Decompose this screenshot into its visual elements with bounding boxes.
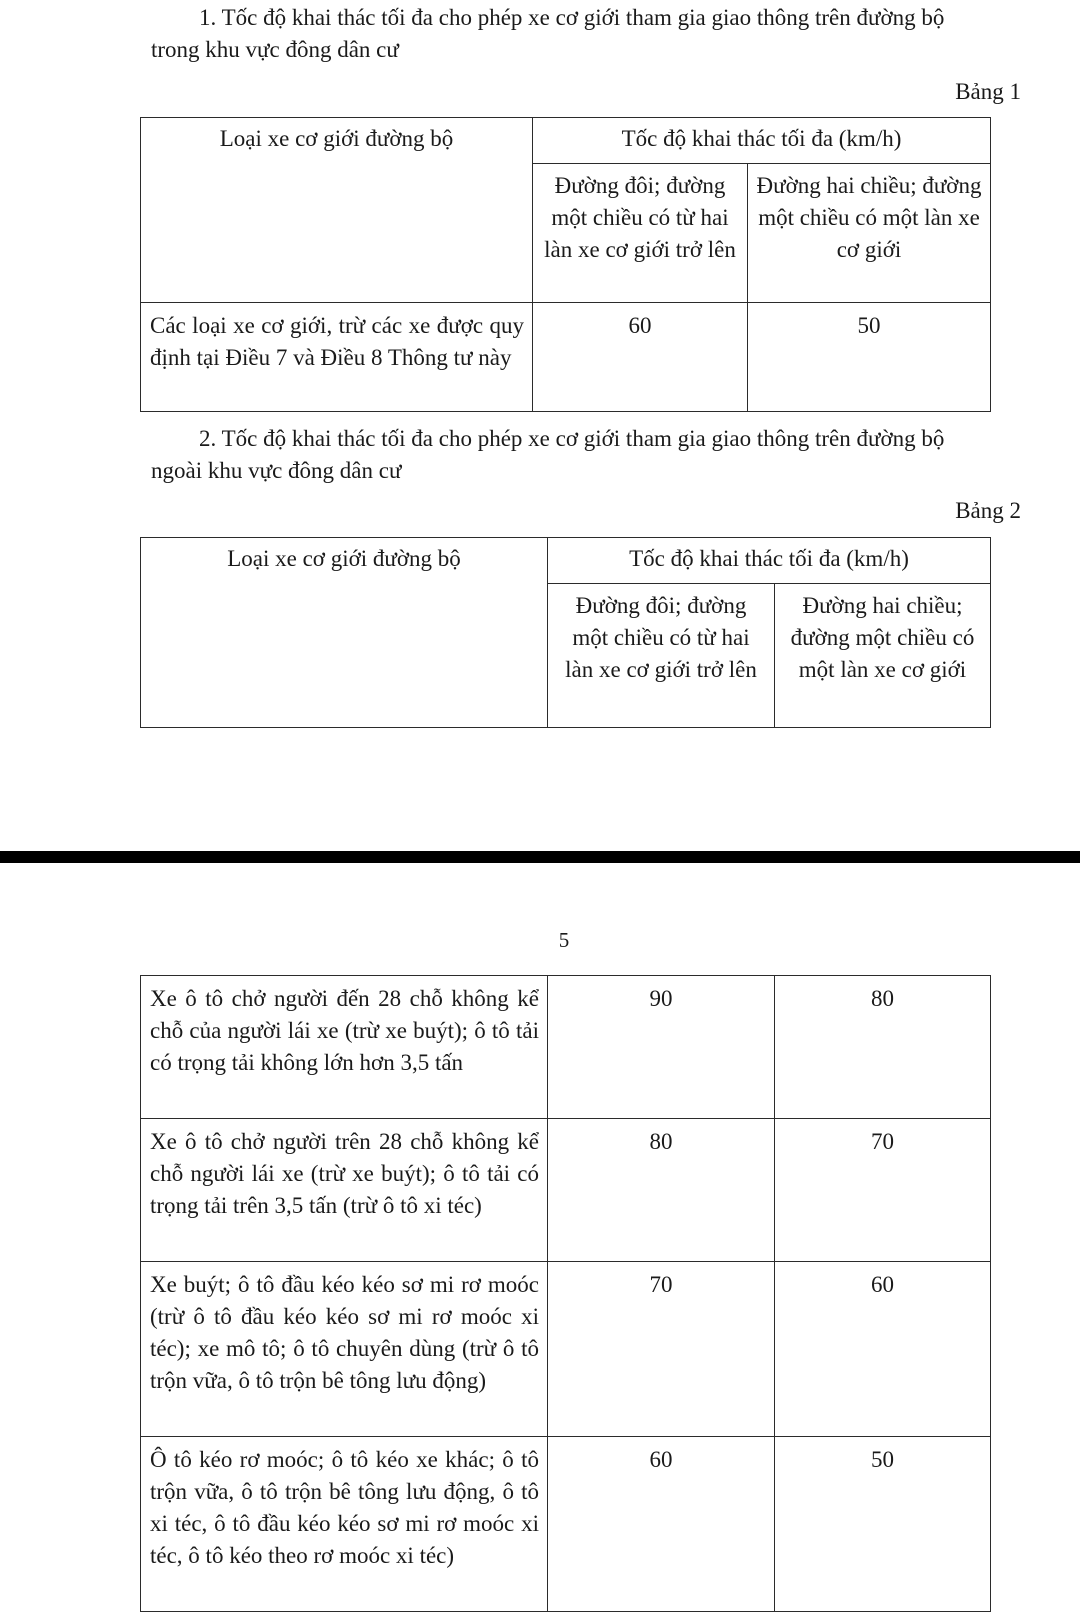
table-1-header-speed: Tốc độ khai thác tối đa (km/h) — [533, 118, 991, 164]
section-1-heading: 1. Tốc độ khai thác tối đa cho phép xe cơ giới tham gia giao thông trên đường bộ trong khu vực đông dân cư — [151, 5, 945, 62]
table-2-header-speed: Tốc độ khai thác tối đa (km/h) — [548, 538, 991, 584]
vehicle-type-cell: Xe ô tô chở người đến 28 chỗ không kể chỗ của người lái xe (trừ xe buýt); ô tô tải có trọng tải không lớn hơn 3,5 tấn — [141, 976, 548, 1119]
table-1-subheader-divided-road: Đường đôi; đường một chiều có từ hai làn xe cơ giới trở lên — [533, 164, 748, 303]
table-1-subheader-two-way-road: Đường hai chiều; đường một chiều có một làn xe cơ giới — [748, 164, 991, 303]
speed-value-cell: 50 — [748, 303, 991, 412]
page-break-divider — [0, 851, 1080, 863]
speed-value-cell: 60 — [548, 1437, 775, 1612]
vehicle-type-cell: Ô tô kéo rơ moóc; ô tô kéo xe khác; ô tô trộn vữa, ô tô trộn bê tông lưu động, ô tô xi téc, ô tô đầu kéo kéo sơ mi rơ moóc xi téc, ô tô kéo theo rơ moóc xi téc) — [141, 1437, 548, 1612]
speed-value-cell: 70 — [775, 1119, 991, 1262]
table-2-label: Bảng 2 — [955, 498, 1021, 523]
speed-value-cell: 60 — [775, 1262, 991, 1437]
speed-value-cell: 80 — [775, 976, 991, 1119]
table-2-header-vehicle: Loại xe cơ giới đường bộ — [141, 538, 548, 728]
table-row — [141, 1262, 991, 1437]
table-2-continued — [140, 975, 991, 1612]
speed-value-cell: 70 — [548, 1262, 775, 1437]
page-number: 5 — [558, 928, 570, 952]
vehicle-type-cell: Xe buýt; ô tô đầu kéo kéo sơ mi rơ moóc (trừ ô tô đầu kéo kéo sơ mi rơ moóc xi téc); xe mô tô; ô tô chuyên dùng (trừ ô tô trộn vữa, ô tô trộn bê tông lưu động) — [141, 1262, 548, 1437]
table-2-subheader-two-way-road: Đường hai chiều; đường một chiều có một làn xe cơ giới — [775, 584, 991, 728]
table-1 — [140, 117, 991, 412]
vehicle-type-cell: Xe ô tô chở người trên 28 chỗ không kể chỗ người lái xe (trừ xe buýt); ô tô tải có trọng tải trên 3,5 tấn (trừ ô tô xi téc) — [141, 1119, 548, 1262]
speed-value-cell: 50 — [775, 1437, 991, 1612]
vehicle-type-cell: Các loại xe cơ giới, trừ các xe được quy định tại Điều 7 và Điều 8 Thông tư này — [141, 303, 533, 412]
table-row — [141, 1437, 991, 1612]
table-2 — [140, 537, 991, 728]
table-1-header-vehicle: Loại xe cơ giới đường bộ — [141, 118, 533, 303]
speed-value-cell: 90 — [548, 976, 775, 1119]
speed-value-cell: 80 — [548, 1119, 775, 1262]
section-2-heading: 2. Tốc độ khai thác tối đa cho phép xe cơ giới tham gia giao thông trên đường bộ ngoài khu vực đông dân cư — [151, 426, 945, 483]
table-1-label: Bảng 1 — [955, 79, 1021, 104]
table-2-subheader-divided-road: Đường đôi; đường một chiều có từ hai làn xe cơ giới trở lên — [548, 584, 775, 728]
table-row — [141, 976, 991, 1119]
speed-value-cell: 60 — [533, 303, 748, 412]
table-row — [141, 1119, 991, 1262]
table-row — [141, 303, 991, 412]
